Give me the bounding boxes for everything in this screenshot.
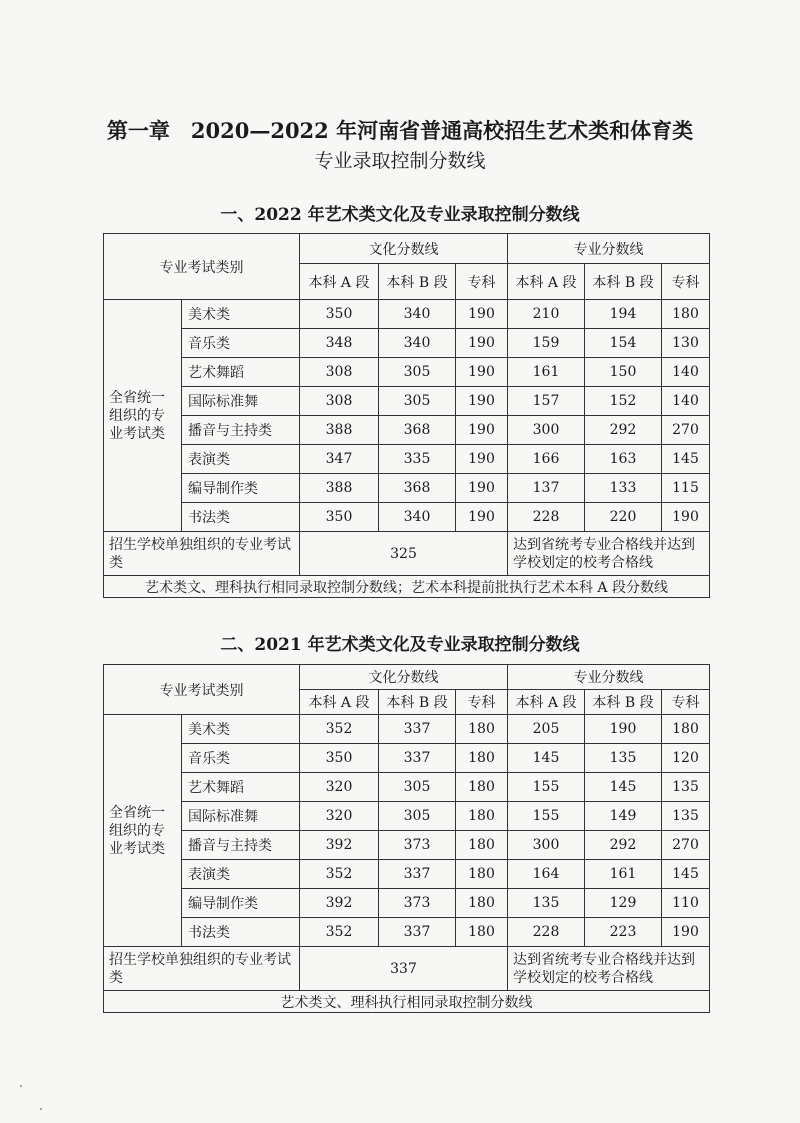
table-row (104, 503, 710, 532)
independent-label: 招生学校单独组织的专业考试类 (104, 532, 300, 576)
cell: 180 (456, 860, 508, 889)
independent-row (104, 947, 710, 991)
cell: 305 (379, 358, 456, 387)
cell: 180 (456, 889, 508, 918)
cell: 350 (300, 744, 379, 773)
header-category: 专业考试类别 (104, 234, 300, 300)
row-name: 书法类 (182, 918, 300, 947)
row-name: 编导制作类 (182, 889, 300, 918)
cell: 135 (662, 773, 710, 802)
table-row (104, 744, 710, 773)
page-title-line1: 第一章 2020—2022 年河南省普通高校招生艺术类和体育类 (106, 118, 694, 143)
cell: 135 (585, 744, 662, 773)
row-name: 表演类 (182, 860, 300, 889)
table-footnote: 艺术类文、理科执行相同录取控制分数线 (104, 991, 710, 1013)
cell: 180 (456, 744, 508, 773)
cell: 220 (585, 503, 662, 532)
cell: 140 (662, 358, 710, 387)
table-row (104, 329, 710, 358)
cell: 164 (508, 860, 585, 889)
header-major-group: 专业分数线 (508, 665, 710, 690)
cell: 150 (585, 358, 662, 387)
cell: 190 (456, 387, 508, 416)
independent-label: 招生学校单独组织的专业考试类 (104, 947, 300, 991)
cell: 228 (508, 918, 585, 947)
header-culture-group: 文化分数线 (300, 234, 508, 264)
header-col: 专科 (662, 264, 710, 300)
cell: 145 (585, 773, 662, 802)
cell: 347 (300, 445, 379, 474)
cell: 130 (662, 329, 710, 358)
independent-major: 达到省统考专业合格线并达到学校划定的校考合格线 (508, 532, 710, 576)
cell: 352 (300, 918, 379, 947)
cell: 155 (508, 773, 585, 802)
row-name: 美术类 (182, 300, 300, 329)
cell: 180 (662, 300, 710, 329)
cell: 373 (379, 889, 456, 918)
cell: 155 (508, 802, 585, 831)
cell: 337 (379, 918, 456, 947)
cell: 161 (508, 358, 585, 387)
cell: 308 (300, 358, 379, 387)
cell: 190 (585, 715, 662, 744)
header-col: 专科 (662, 690, 710, 715)
section-title-2021: 二、2021 年艺术类文化及专业录取控制分数线 (220, 635, 580, 655)
cell: 373 (379, 831, 456, 860)
header-col: 本科 B 段 (379, 690, 456, 715)
cell: 120 (662, 744, 710, 773)
cell: 308 (300, 387, 379, 416)
row-name: 艺术舞蹈 (182, 773, 300, 802)
cell: 335 (379, 445, 456, 474)
cell: 140 (662, 387, 710, 416)
table-row (104, 860, 710, 889)
row-name: 国际标准舞 (182, 802, 300, 831)
row-name: 国际标准舞 (182, 387, 300, 416)
cell: 161 (585, 860, 662, 889)
row-name: 编导制作类 (182, 474, 300, 503)
cell: 180 (456, 831, 508, 860)
section-title-2022: 一、2022 年艺术类文化及专业录取控制分数线 (220, 205, 580, 225)
table-row (104, 889, 710, 918)
group-label: 全省统一组织的专业考试类 (104, 715, 182, 947)
header-col: 本科 B 段 (585, 264, 662, 300)
header-col: 本科 A 段 (300, 690, 379, 715)
group-label: 全省统一组织的专业考试类 (104, 300, 182, 532)
cell: 210 (508, 300, 585, 329)
cell: 190 (456, 503, 508, 532)
independent-culture: 325 (300, 532, 508, 576)
cell: 305 (379, 802, 456, 831)
header-col: 本科 A 段 (508, 264, 585, 300)
cell: 190 (456, 445, 508, 474)
cell: 145 (508, 744, 585, 773)
cell: 190 (456, 416, 508, 445)
cell: 180 (662, 715, 710, 744)
cell: 145 (662, 860, 710, 889)
cell: 133 (585, 474, 662, 503)
page-title (0, 116, 800, 176)
page-title-line2: 专业录取控制分数线 (314, 150, 486, 172)
header-col: 本科 A 段 (508, 690, 585, 715)
cell: 368 (379, 474, 456, 503)
table-row (104, 416, 710, 445)
table-row (104, 300, 710, 329)
cell: 292 (585, 416, 662, 445)
cell: 205 (508, 715, 585, 744)
cell: 388 (300, 416, 379, 445)
cell: 350 (300, 300, 379, 329)
cell: 135 (662, 802, 710, 831)
header-col: 专科 (456, 264, 508, 300)
cell: 337 (379, 715, 456, 744)
cell: 320 (300, 773, 379, 802)
score-table-2021 (103, 664, 710, 1013)
score-table-2022 (103, 233, 710, 598)
cell: 154 (585, 329, 662, 358)
independent-culture: 337 (300, 947, 508, 991)
independent-row (104, 532, 710, 576)
table-footnote: 艺术类文、理科执行相同录取控制分数线；艺术本科提前批执行艺术本科 A 段分数线 (104, 576, 710, 598)
cell: 159 (508, 329, 585, 358)
cell: 190 (662, 503, 710, 532)
cell: 392 (300, 889, 379, 918)
cell: 352 (300, 715, 379, 744)
cell: 392 (300, 831, 379, 860)
cell: 163 (585, 445, 662, 474)
header-col: 本科 B 段 (379, 264, 456, 300)
cell: 348 (300, 329, 379, 358)
independent-major: 达到省统考专业合格线并达到学校划定的校考合格线 (508, 947, 710, 991)
cell: 368 (379, 416, 456, 445)
header-major-group: 专业分数线 (508, 234, 710, 264)
cell: 340 (379, 300, 456, 329)
cell: 180 (456, 918, 508, 947)
cell: 190 (662, 918, 710, 947)
table-row (104, 474, 710, 503)
cell: 305 (379, 773, 456, 802)
cell: 337 (379, 744, 456, 773)
cell: 152 (585, 387, 662, 416)
cell: 292 (585, 831, 662, 860)
row-name: 艺术舞蹈 (182, 358, 300, 387)
cell: 135 (508, 889, 585, 918)
cell: 350 (300, 503, 379, 532)
cell: 300 (508, 831, 585, 860)
table-row (104, 802, 710, 831)
cell: 305 (379, 387, 456, 416)
header-culture-group: 文化分数线 (300, 665, 508, 690)
cell: 190 (456, 329, 508, 358)
cell: 340 (379, 329, 456, 358)
table-row (104, 918, 710, 947)
row-name: 音乐类 (182, 329, 300, 358)
row-name: 表演类 (182, 445, 300, 474)
header-col: 专科 (456, 690, 508, 715)
row-name: 音乐类 (182, 744, 300, 773)
table-row (104, 358, 710, 387)
header-category: 专业考试类别 (104, 665, 300, 715)
cell: 388 (300, 474, 379, 503)
cell: 115 (662, 474, 710, 503)
table-row (104, 773, 710, 802)
header-col: 本科 A 段 (300, 264, 379, 300)
row-name: 播音与主持类 (182, 831, 300, 860)
row-name: 播音与主持类 (182, 416, 300, 445)
cell: 145 (662, 445, 710, 474)
table-row (104, 445, 710, 474)
scan-speck (40, 1108, 42, 1110)
cell: 320 (300, 802, 379, 831)
table-row (104, 387, 710, 416)
cell: 190 (456, 300, 508, 329)
cell: 129 (585, 889, 662, 918)
cell: 270 (662, 831, 710, 860)
cell: 180 (456, 773, 508, 802)
cell: 137 (508, 474, 585, 503)
cell: 166 (508, 445, 585, 474)
cell: 190 (456, 358, 508, 387)
scan-speck (20, 1085, 22, 1087)
cell: 300 (508, 416, 585, 445)
cell: 180 (456, 802, 508, 831)
table-row (104, 715, 710, 744)
row-name: 书法类 (182, 503, 300, 532)
cell: 352 (300, 860, 379, 889)
cell: 340 (379, 503, 456, 532)
table-row (104, 831, 710, 860)
header-col: 本科 B 段 (585, 690, 662, 715)
cell: 110 (662, 889, 710, 918)
cell: 337 (379, 860, 456, 889)
cell: 190 (456, 474, 508, 503)
cell: 157 (508, 387, 585, 416)
cell: 180 (456, 715, 508, 744)
row-name: 美术类 (182, 715, 300, 744)
cell: 270 (662, 416, 710, 445)
cell: 228 (508, 503, 585, 532)
cell: 223 (585, 918, 662, 947)
cell: 194 (585, 300, 662, 329)
cell: 149 (585, 802, 662, 831)
